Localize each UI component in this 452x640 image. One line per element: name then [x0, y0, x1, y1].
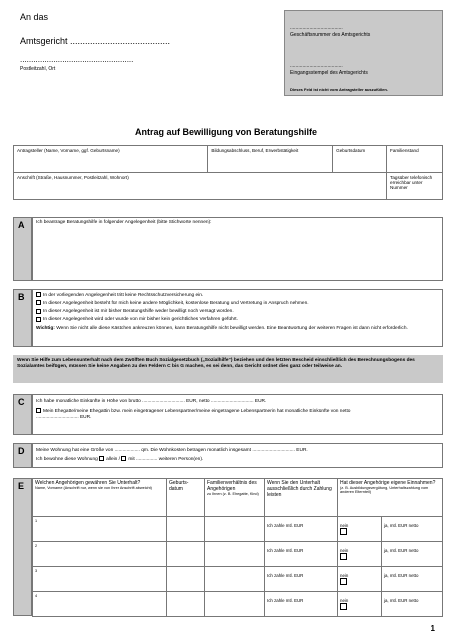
checkbox-alone[interactable]	[99, 456, 104, 461]
table-row	[33, 517, 443, 542]
dependent-name-cell[interactable]	[33, 542, 167, 567]
section-a-letter: A	[18, 220, 25, 230]
dependent-payment-cell[interactable]	[265, 542, 338, 567]
applicant-family-field[interactable]	[387, 146, 443, 173]
dependent-name-cell[interactable]	[33, 592, 167, 617]
dependents-header-payment	[265, 479, 338, 517]
dependent-relation-cell[interactable]	[205, 567, 265, 592]
payment-label: Ich zahle mtl. EUR	[267, 573, 304, 578]
stamp-dots: ......................................	[290, 63, 343, 69]
checkbox-no-court-case[interactable]	[36, 317, 41, 322]
office-use-box	[284, 10, 443, 96]
spouse-income-line	[36, 407, 439, 417]
checkbox-no-insurance[interactable]	[36, 292, 41, 297]
row-number: 4	[35, 594, 38, 598]
col-income-sub: (z. B. Ausbildungsvergütung, Unterhaltszahlung vom anderen Elternteil)	[340, 486, 429, 494]
section-a-label	[13, 217, 32, 281]
income-no-cell	[338, 592, 382, 617]
checkbox-income-no[interactable]	[340, 603, 347, 610]
income-yes-cell[interactable]	[382, 517, 443, 542]
checkbox-with-others[interactable]	[121, 456, 126, 461]
office-note: Dieses Feld ist nicht vom Antragsteller auszufüllen.	[290, 87, 388, 92]
section-a-text: Ich beantrage Beratungshilfe in folgender Angelegenheit (bitte Stichworte nennen):	[36, 220, 212, 225]
section-d-box	[32, 443, 443, 468]
applicant-job-field[interactable]	[208, 146, 333, 173]
dependent-payment-cell[interactable]	[265, 592, 338, 617]
applicant-address-field[interactable]	[14, 173, 387, 200]
checkbox-income-no[interactable]	[340, 578, 347, 585]
section-b-box	[32, 289, 443, 347]
checkbox-income-no[interactable]	[340, 553, 347, 560]
row-number: 3	[35, 569, 38, 573]
table-row	[33, 567, 443, 592]
with-others-label: mit ................ weiteren Person(en).	[128, 457, 204, 463]
page-number: 1	[430, 624, 435, 633]
income-no-cell	[338, 567, 382, 592]
income-yes-label: ja, mtl. EUR netto	[384, 548, 419, 553]
dependent-name-cell[interactable]	[33, 567, 167, 592]
section-b-letter: B	[18, 292, 25, 302]
warning-text: Wenn Sie nicht alle diese Kästchen ankreuzen können, kann Beratungshilfe nicht bewilligt werden. Eine Beantwortung der weiteren Fragen ist dann nicht erforderlich.	[54, 325, 408, 331]
row-number: 1	[35, 519, 38, 523]
stamp-label: Eingangsstempel des Amtsgerichts	[290, 70, 368, 76]
housing-line[interactable]: Meine Wohnung hat eine Größe von ................... qm. Die Wohnkosten betragen monatlich insgesamt ................................ EUR.	[36, 448, 308, 453]
case-number-label: Geschäftsnummer des Amtsgerichts	[290, 32, 371, 38]
section-b-item-3: In dieser Angelegenheit ist mir bisher Beratungshilfe weder bewilligt noch versagt worden.	[43, 309, 234, 315]
col-name-title: Welchen Angehörigen gewähren Sie Unterhalt?	[35, 480, 141, 486]
section-b-label	[13, 289, 32, 347]
applicant-birth-field[interactable]	[333, 146, 387, 173]
col-income-title: Hat dieser Angehörige eigene Einnahmen?	[340, 480, 436, 486]
income-no-cell	[338, 542, 382, 567]
dependent-relation-cell[interactable]	[205, 517, 265, 542]
spouse-income-amount[interactable]: ................................ EUR.	[36, 415, 92, 421]
income-yes-label: ja, mtl. EUR netto	[384, 598, 419, 603]
form-title: Antrag auf Bewilligung von Beratungshilfe	[134, 127, 317, 137]
applicant-birth-label: Geburtsdatum	[336, 148, 366, 153]
section-b-item-1: In der vorliegenden Angelegenheit tritt keine Rechtsschutzversicherung ein.	[43, 293, 204, 298]
applicant-name-label: Antragsteller (Name, Vorname, ggf. Geburtsname)	[17, 148, 120, 153]
income-no-label: nein	[340, 523, 349, 528]
applicant-job-label: Bildungsabschluss, Beruf, Erwerbstätigkeit	[211, 148, 299, 153]
checkbox-spouse-income[interactable]	[36, 408, 41, 413]
income-yes-cell[interactable]	[382, 592, 443, 617]
postal-place-label: Postleitzahl, Ort	[20, 66, 56, 72]
income-yes-cell[interactable]	[382, 567, 443, 592]
postal-place-field[interactable]: ...................................................	[20, 55, 134, 64]
dependent-name-cell[interactable]	[33, 517, 167, 542]
dependent-birth-cell[interactable]	[167, 542, 205, 567]
payment-label: Ich zahle mtl. EUR	[267, 548, 304, 553]
section-c-letter: C	[18, 397, 25, 407]
section-b-warning	[36, 325, 439, 332]
income-no-label: nein	[340, 548, 349, 553]
case-number-dots: ......................................	[290, 25, 343, 31]
income-yes-label: ja, mtl. EUR netto	[384, 523, 419, 528]
spouse-income-text: Mein Ehegatte/meine Ehegattin bzw. mein eingetragener Lebenspartner/meine eingetragene Lebenspartnerin hat monatliche Einkünfte von netto	[43, 408, 351, 414]
applicant-table	[13, 145, 443, 200]
applicant-name-field[interactable]	[14, 146, 208, 173]
checkbox-income-no[interactable]	[340, 528, 347, 535]
checkbox-not-granted-before[interactable]	[36, 309, 41, 314]
applicant-family-label: Familienstand	[390, 148, 419, 153]
payment-label: Ich zahle mtl. EUR	[267, 598, 304, 603]
dependents-header-name	[33, 479, 167, 517]
dependents-header-income	[338, 479, 443, 517]
payment-label: Ich zahle mtl. EUR	[267, 523, 304, 528]
dependent-birth-cell[interactable]	[167, 567, 205, 592]
section-d-label	[13, 443, 32, 468]
sozialhilfe-notice: Wenn Sie Hilfe zum Lebensunterhalt nach dem Zwölften Buch Sozialgesetzbuch („Sozialhilfe“) beziehen und den letzten Bescheid einschließlich des Berechnungsbogens des Sozialamtes beifügen, müssen Sie keine Angaben zu den Feldern C bis G machen, es sei denn, das Gericht ordnet dies ganz oder teilweise an.	[13, 355, 443, 383]
section-d-letter: D	[18, 446, 25, 456]
dependents-header-relation	[205, 479, 265, 517]
col-name-sub: Name, Vorname (Anschrift nur, wenn sie von Ihrer Anschrift abweicht)	[35, 486, 152, 490]
col-payment-title: Wenn Sie den Unterhalt ausschließlich durch Zahlung leisten	[267, 480, 332, 498]
col-birth-title: Geburts-datum	[169, 480, 189, 492]
income-line[interactable]: Ich habe monatliche Einkünfte in Höhe von brutto ................................ EUR, netto ................................ EUR.	[36, 399, 267, 404]
income-yes-cell[interactable]	[382, 542, 443, 567]
col-relation-sub: zu Ihnen (z. B. Ehegatte, Kind)	[207, 492, 259, 496]
income-no-label: nein	[340, 573, 349, 578]
section-c-box	[32, 394, 443, 435]
court-field[interactable]: Amtsgericht ........................................	[20, 36, 171, 46]
dependent-payment-cell[interactable]	[265, 517, 338, 542]
table-row	[33, 592, 443, 617]
row-number: 2	[35, 544, 38, 548]
alone-label: allein /	[106, 457, 121, 463]
dependents-header-birth	[167, 479, 205, 517]
income-no-label: nein	[340, 598, 349, 603]
applicant-address-label: Anschrift (Straße, Hausnummer, Postleitzahl, Wohnort)	[17, 175, 129, 180]
col-relation-title: Familienverhältnis des Angehörigen	[207, 480, 257, 492]
section-e-letter: E	[18, 481, 25, 491]
living-arrangement-line	[36, 455, 439, 464]
section-b-item-4: In dieser Angelegenheit wird oder wurde von mir bisher kein gerichtliches Verfahren geführt.	[43, 317, 238, 323]
section-a-field[interactable]	[32, 217, 443, 281]
section-c-label	[13, 394, 32, 435]
dependent-payment-cell[interactable]	[265, 567, 338, 592]
income-no-cell	[338, 517, 382, 542]
dependents-table	[32, 478, 443, 617]
table-row	[33, 542, 443, 567]
applicant-phone-field[interactable]	[387, 173, 443, 200]
dependent-relation-cell[interactable]	[205, 542, 265, 567]
dependent-birth-cell[interactable]	[167, 517, 205, 542]
dependent-birth-cell[interactable]	[167, 592, 205, 617]
income-yes-label: ja, mtl. EUR netto	[384, 573, 419, 578]
address-recipient: An das	[20, 12, 49, 22]
dependent-relation-cell[interactable]	[205, 592, 265, 617]
applicant-phone-label: Tagsüber telefonisch erreichbar unter Nummer	[390, 175, 433, 190]
section-e-label	[13, 478, 32, 616]
living-arrangement-text: Ich bewohne diese Wohnung	[36, 457, 98, 463]
warning-label: Wichtig:	[36, 325, 55, 331]
section-b-item-2: In dieser Angelegenheit besteht für mich keine andere Möglichkeit, kostenlose Beratung und Vertretung in Anspruch nehmen.	[43, 301, 309, 307]
checkbox-no-other-help[interactable]	[36, 300, 41, 305]
